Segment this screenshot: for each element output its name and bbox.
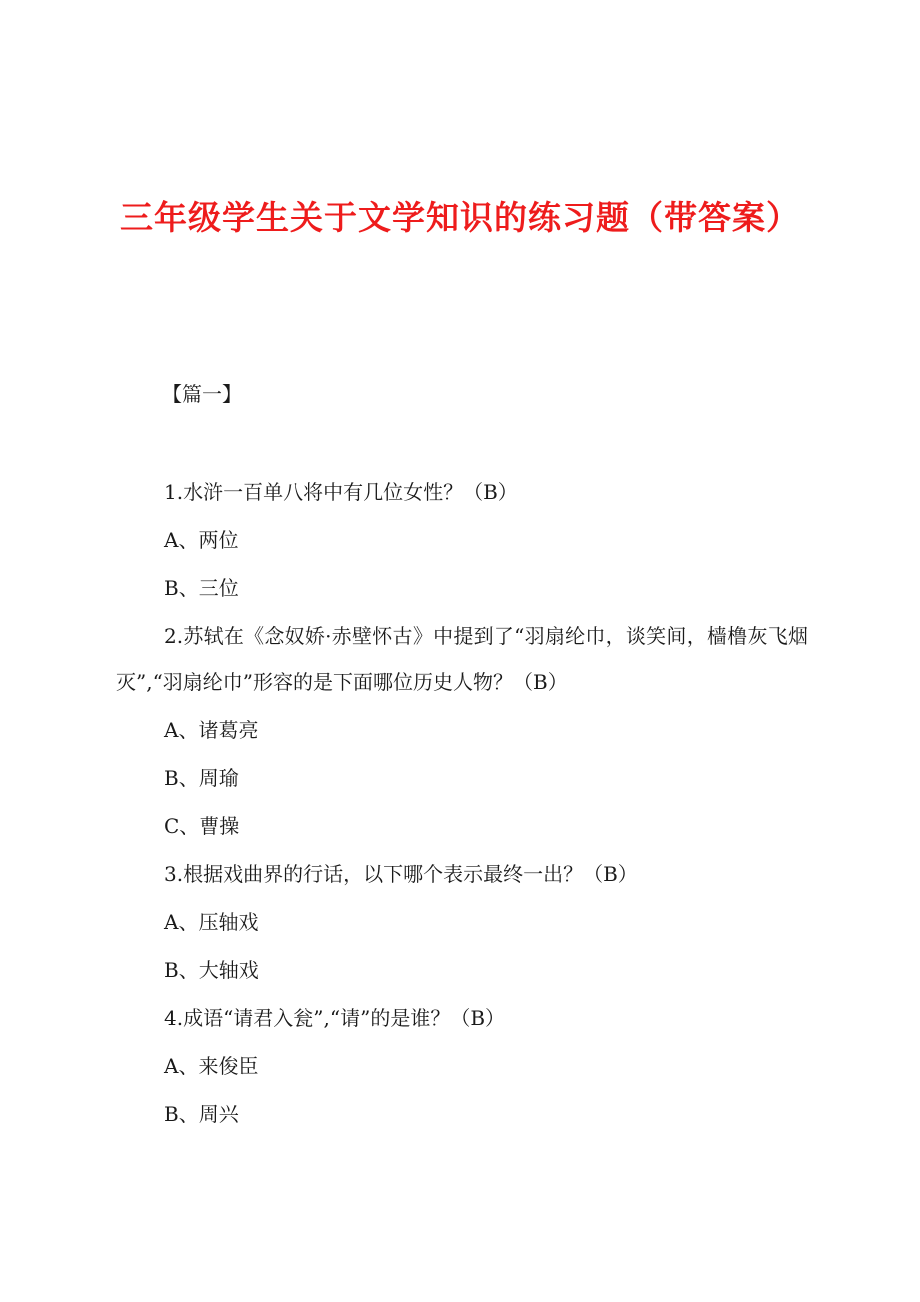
document-title: 三年级学生关于文学知识的练习题（带答案） — [120, 198, 800, 237]
question-2: 2.苏轼在《念奴娇·赤壁怀古》中提到了“羽扇纶巾，谈笑间，樯橹灰飞烟灭”,“羽扇纶巾”形容的是下面哪位历史人物？（B） — [116, 624, 808, 694]
question-list — [116, 476, 808, 1146]
question-1: 1.水浒一百单八将中有几位女性？（B） — [164, 480, 518, 504]
option-1a: A、两位 — [164, 528, 239, 552]
option-1b: B、三位 — [164, 576, 239, 600]
option-3a: A、压轴戏 — [164, 910, 259, 934]
option-4b: B、周兴 — [164, 1102, 239, 1126]
option-4a: A、来俊臣 — [164, 1054, 259, 1078]
option-2b: B、周瑜 — [164, 766, 239, 790]
question-3: 3.根据戏曲界的行话，以下哪个表示最终一出？（B） — [164, 862, 638, 886]
option-2c: C、曹操 — [164, 814, 240, 838]
option-3b: B、大轴戏 — [164, 958, 259, 982]
section-label: 【篇一】 — [162, 382, 242, 406]
option-2a: A、诸葛亮 — [164, 718, 259, 742]
question-4: 4.成语“请君入瓮”,“请”的是谁？（B） — [164, 1006, 506, 1030]
